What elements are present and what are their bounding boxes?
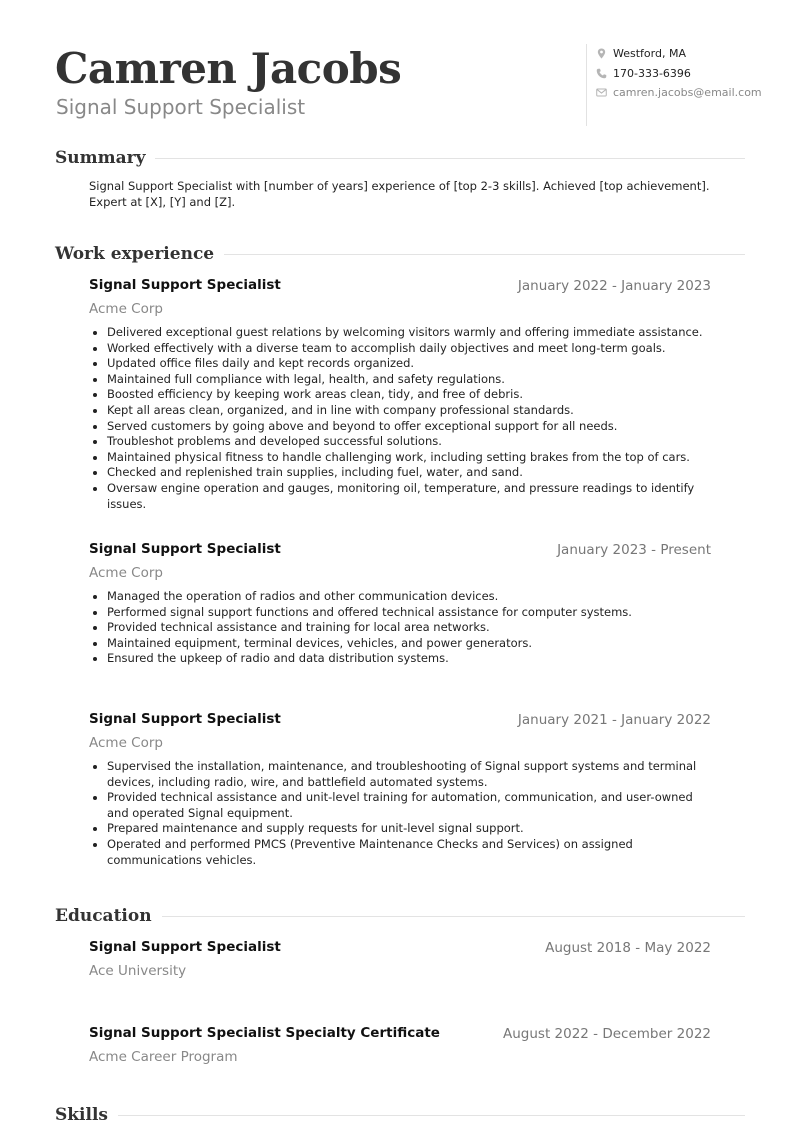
- work-entry: [89, 709, 711, 868]
- bullet-item: Boosted efficiency by keeping work areas clean, tidy, and free of debris.: [89, 387, 711, 403]
- bullet-item: Kept all areas clean, organized, and in line with company professional standards.: [89, 403, 711, 419]
- bullet-item: Updated office files daily and kept records organized.: [89, 356, 711, 372]
- work-entry: [89, 539, 711, 667]
- job-bullets: [89, 589, 711, 667]
- school-name: Acme Career Program: [89, 1049, 238, 1065]
- contact-block: [586, 44, 762, 126]
- education-entry: [89, 937, 711, 983]
- summary-heading: [55, 146, 745, 170]
- education-divider: [162, 916, 745, 917]
- work-entry: [89, 275, 711, 512]
- bullet-item: Worked effectively with a diverse team to accomplish daily objectives and meet long-term goals.: [89, 341, 711, 357]
- job-dates: January 2022 - January 2023: [517, 278, 711, 294]
- bullet-item: Served customers by going above and beyond to offer exceptional support for all needs.: [89, 419, 711, 435]
- bullet-item: Ensured the upkeep of radio and data distribution systems.: [89, 651, 711, 667]
- bullet-item: Provided technical assistance and training for local area networks.: [89, 620, 711, 636]
- education-heading-text: Education: [55, 906, 152, 926]
- education-heading: [55, 904, 745, 928]
- job-company: Acme Corp: [89, 735, 163, 751]
- contact-email-text[interactable]: camren.jacobs@email.com: [613, 86, 762, 100]
- job-bullets: [89, 759, 711, 868]
- summary-divider: [155, 158, 745, 159]
- contact-phone: [596, 64, 756, 84]
- mail-icon: [596, 87, 607, 98]
- skills-heading: [55, 1103, 745, 1127]
- work-heading-text: Work experience: [55, 244, 215, 264]
- education-entry: [89, 1023, 711, 1069]
- candidate-name: Camren Jacobs: [55, 44, 402, 93]
- job-dates: January 2021 - January 2022: [517, 712, 711, 728]
- skills-divider: [118, 1115, 745, 1116]
- bullet-item: Managed the operation of radios and other communication devices.: [89, 589, 711, 605]
- work-heading: [55, 242, 745, 266]
- school-name: Ace University: [89, 963, 187, 979]
- bullet-item: Operated and performed PMCS (Preventive Maintenance Checks and Services) on assigned communications vehicles.: [89, 837, 711, 868]
- bullet-item: Oversaw engine operation and gauges, monitoring oil, temperature, and pressure readings to identify issues.: [89, 481, 711, 512]
- job-title: Signal Support Specialist: [89, 277, 281, 293]
- bullet-item: Maintained full compliance with legal, health, and safety regulations.: [89, 372, 711, 388]
- education-dates: August 2022 - December 2022: [503, 1026, 711, 1042]
- job-bullets: [89, 325, 711, 512]
- summary-text: Signal Support Specialist with [number of years] experience of [top 2-3 skills]. Achieved [top achievement]. Expert at [X], [Y] and [Z].: [89, 179, 710, 209]
- summary-heading-text: Summary: [55, 148, 146, 168]
- bullet-item: Prepared maintenance and supply requests for unit-level signal support.: [89, 821, 711, 837]
- job-company: Acme Corp: [89, 565, 163, 581]
- contact-location: [596, 44, 756, 64]
- job-dates: January 2023 - Present: [557, 542, 711, 558]
- job-title: Signal Support Specialist: [89, 711, 281, 727]
- bullet-item: Delivered exceptional guest relations by welcoming visitors warmly and offering immediate assistance.: [89, 325, 711, 341]
- location-pin-icon: [596, 48, 607, 59]
- work-divider: [224, 254, 745, 255]
- contact-location-text: Westford, MA: [613, 47, 686, 61]
- bullet-item: Troubleshot problems and developed successful solutions.: [89, 434, 711, 450]
- bullet-item: Maintained equipment, terminal devices, vehicles, and power generators.: [89, 636, 711, 652]
- bullet-item: Supervised the installation, maintenance, and troubleshooting of Signal support systems and terminal devices, including radio, wire, and battlefield automated systems.: [89, 759, 711, 790]
- job-company: Acme Corp: [89, 301, 163, 317]
- education-dates: August 2018 - May 2022: [545, 940, 711, 956]
- bullet-item: Checked and replenished train supplies, including fuel, water, and sand.: [89, 465, 711, 481]
- skills-heading-text: Skills: [55, 1105, 109, 1125]
- degree-title: Signal Support Specialist: [89, 939, 281, 955]
- candidate-headline: Signal Support Specialist: [56, 95, 306, 119]
- bullet-item: Maintained physical fitness to handle challenging work, including setting brakes from the top of cars.: [89, 450, 711, 466]
- contact-email[interactable]: [596, 83, 762, 103]
- degree-title: Signal Support Specialist Specialty Certificate: [89, 1025, 440, 1041]
- bullet-item: Provided technical assistance and unit-level training for automation, communication, and user-owned and operated Signal equipment.: [89, 790, 711, 821]
- phone-icon: [596, 68, 607, 79]
- contact-phone-text: 170-333-6396: [613, 66, 691, 80]
- job-title: Signal Support Specialist: [89, 541, 281, 557]
- bullet-item: Performed signal support functions and offered technical assistance for computer systems.: [89, 605, 711, 621]
